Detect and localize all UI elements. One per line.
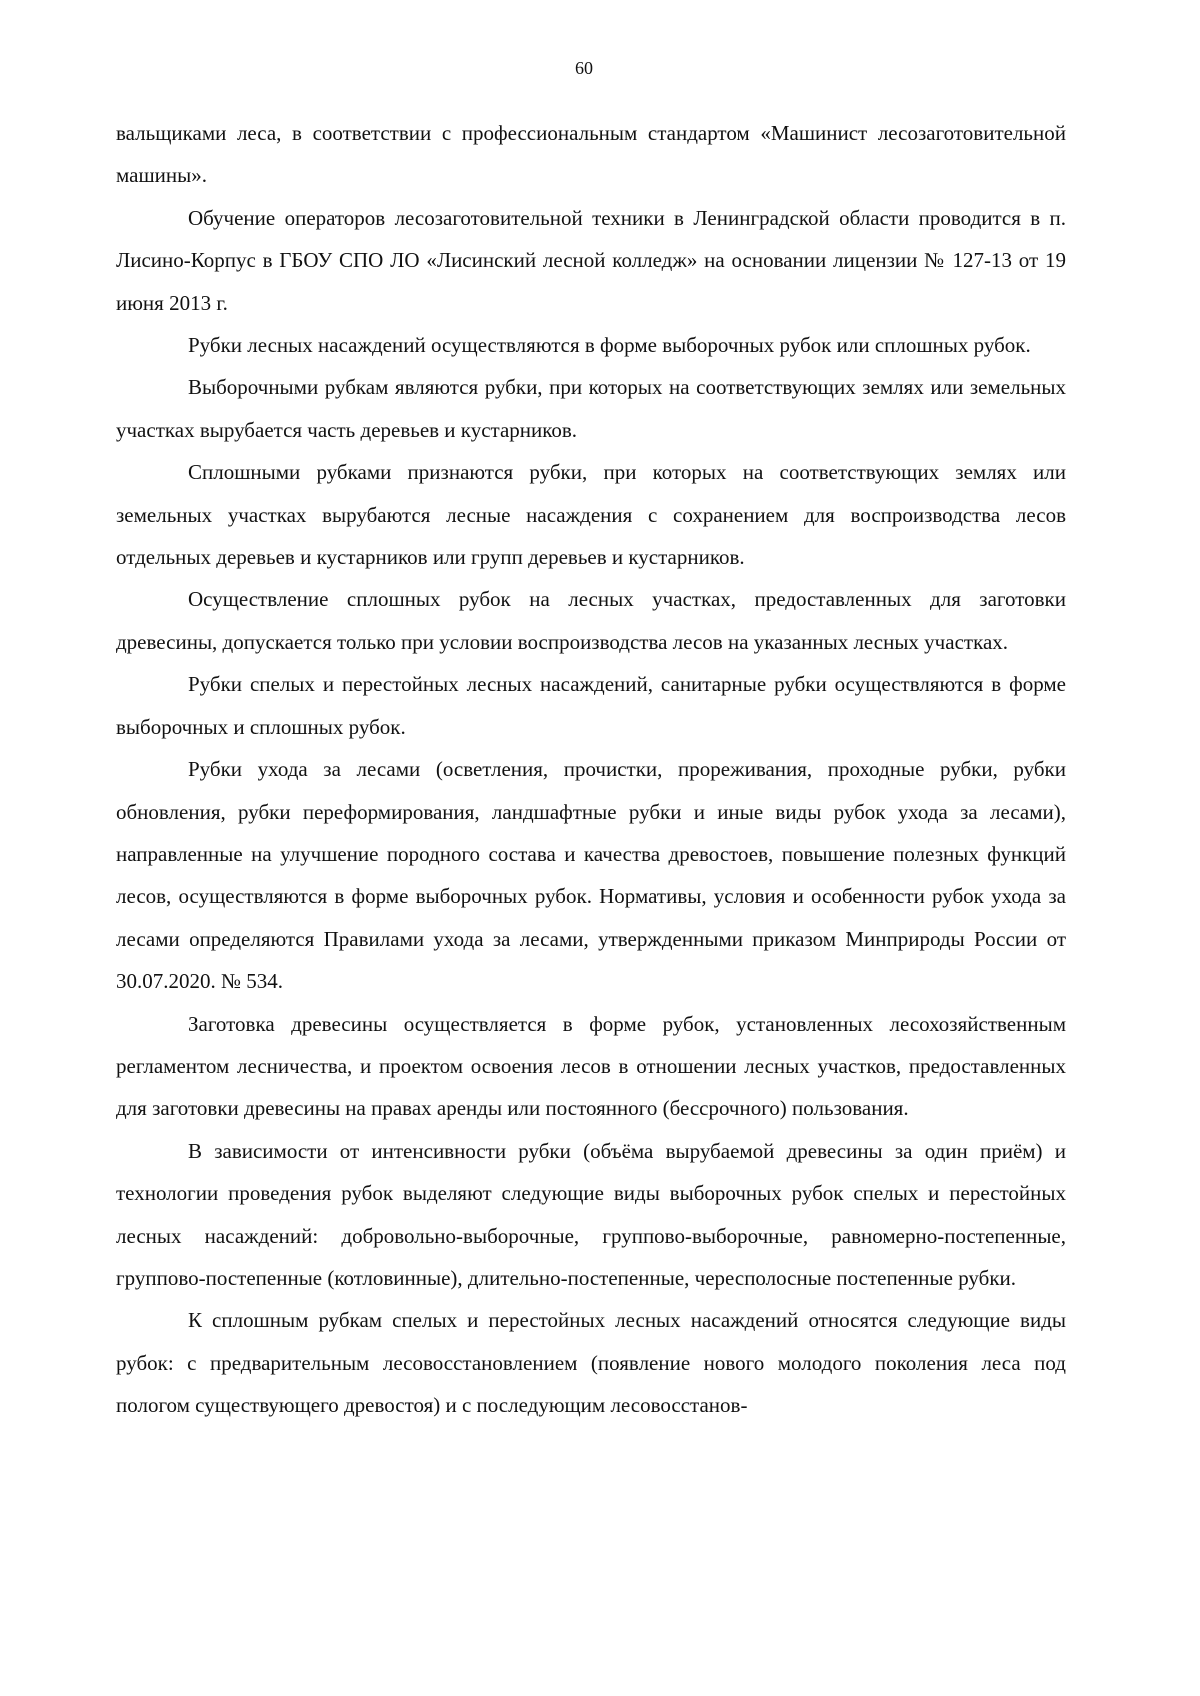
paragraph: вальщиками леса, в соответствии с профессиональным стандартом «Машинист лесозаготовительной машины». bbox=[116, 121, 1066, 188]
paragraph: Сплошными рубками признаются рубки, при которых на соответствующих землях или земельных участках вырубаются лесные насаждения с сохранением для воспроизводства лесов отдельных деревьев и кустарников или групп деревьев и кустарников. bbox=[116, 460, 1066, 570]
paragraph: Обучение операторов лесозаготовительной техники в Ленинградской области проводится в п. Лисино-Корпус в ГБОУ СПО ЛО «Лисинский лесной колледж» на основании лицензии № 127-13 от 19 июня 2013 г. bbox=[116, 205, 1066, 315]
paragraph: Заготовка древесины осуществляется в форме рубок, установленных лесохозяйственным регламентом лесничества, и проектом освоения лесов в отношении лесных участков, предоставленных для заготовки древесины на правах аренды или постоянного (бессрочного) пользования. bbox=[116, 1011, 1066, 1121]
document-body bbox=[116, 112, 1066, 1427]
paragraph: Выборочными рубкам являются рубки, при которых на соответствующих землях или земельных участках вырубается часть деревьев и кустарников. bbox=[116, 375, 1066, 442]
paragraph: Рубки спелых и перестойных лесных насаждений, санитарные рубки осуществляются в форме выборочных и сплошных рубок. bbox=[116, 672, 1066, 739]
paragraph: Рубки лесных насаждений осуществляются в форме выборочных рубок или сплошных рубок. bbox=[188, 333, 1031, 358]
paragraph: В зависимости от интенсивности рубки (объёма вырубаемой древесины за один приём) и технологии проведения рубок выделяют следующие виды выборочных рубок спелых и перестойных лесных насаждений: добровольно-выборочные, группово-выборочные, равномерно-постепенные, группово-постепенные (котловинные), длительно-постепенные, чересполосные постепенные рубки. bbox=[116, 1138, 1066, 1290]
paragraph: К сплошным рубкам спелых и перестойных лесных насаждений относятся следующие виды рубок: с предварительным лесовосстановлением (появление нового молодого поколения леса под пологом существующего древостоя) и с последующим лесовосстанов- bbox=[116, 1308, 1066, 1418]
paragraph: Осуществление сплошных рубок на лесных участках, предоставленных для заготовки древесины, допускается только при условии воспроизводства лесов на указанных лесных участках. bbox=[116, 587, 1066, 654]
page-number: 60 bbox=[575, 58, 593, 78]
paragraph: Рубки ухода за лесами (осветления, прочистки, прореживания, проходные рубки, рубки обновления, рубки переформирования, ландшафтные рубки и иные виды рубок ухода за лесами), направленные на улучшение породного состава и качества древостоев, повышение полезных функций лесов, осуществляются в форме выборочных рубок. Нормативы, условия и особенности рубок ухода за лесами определяются Правилами ухода за лесами, утвержденными приказом Минприроды России от 30.07.2020. № 534. bbox=[116, 757, 1066, 994]
